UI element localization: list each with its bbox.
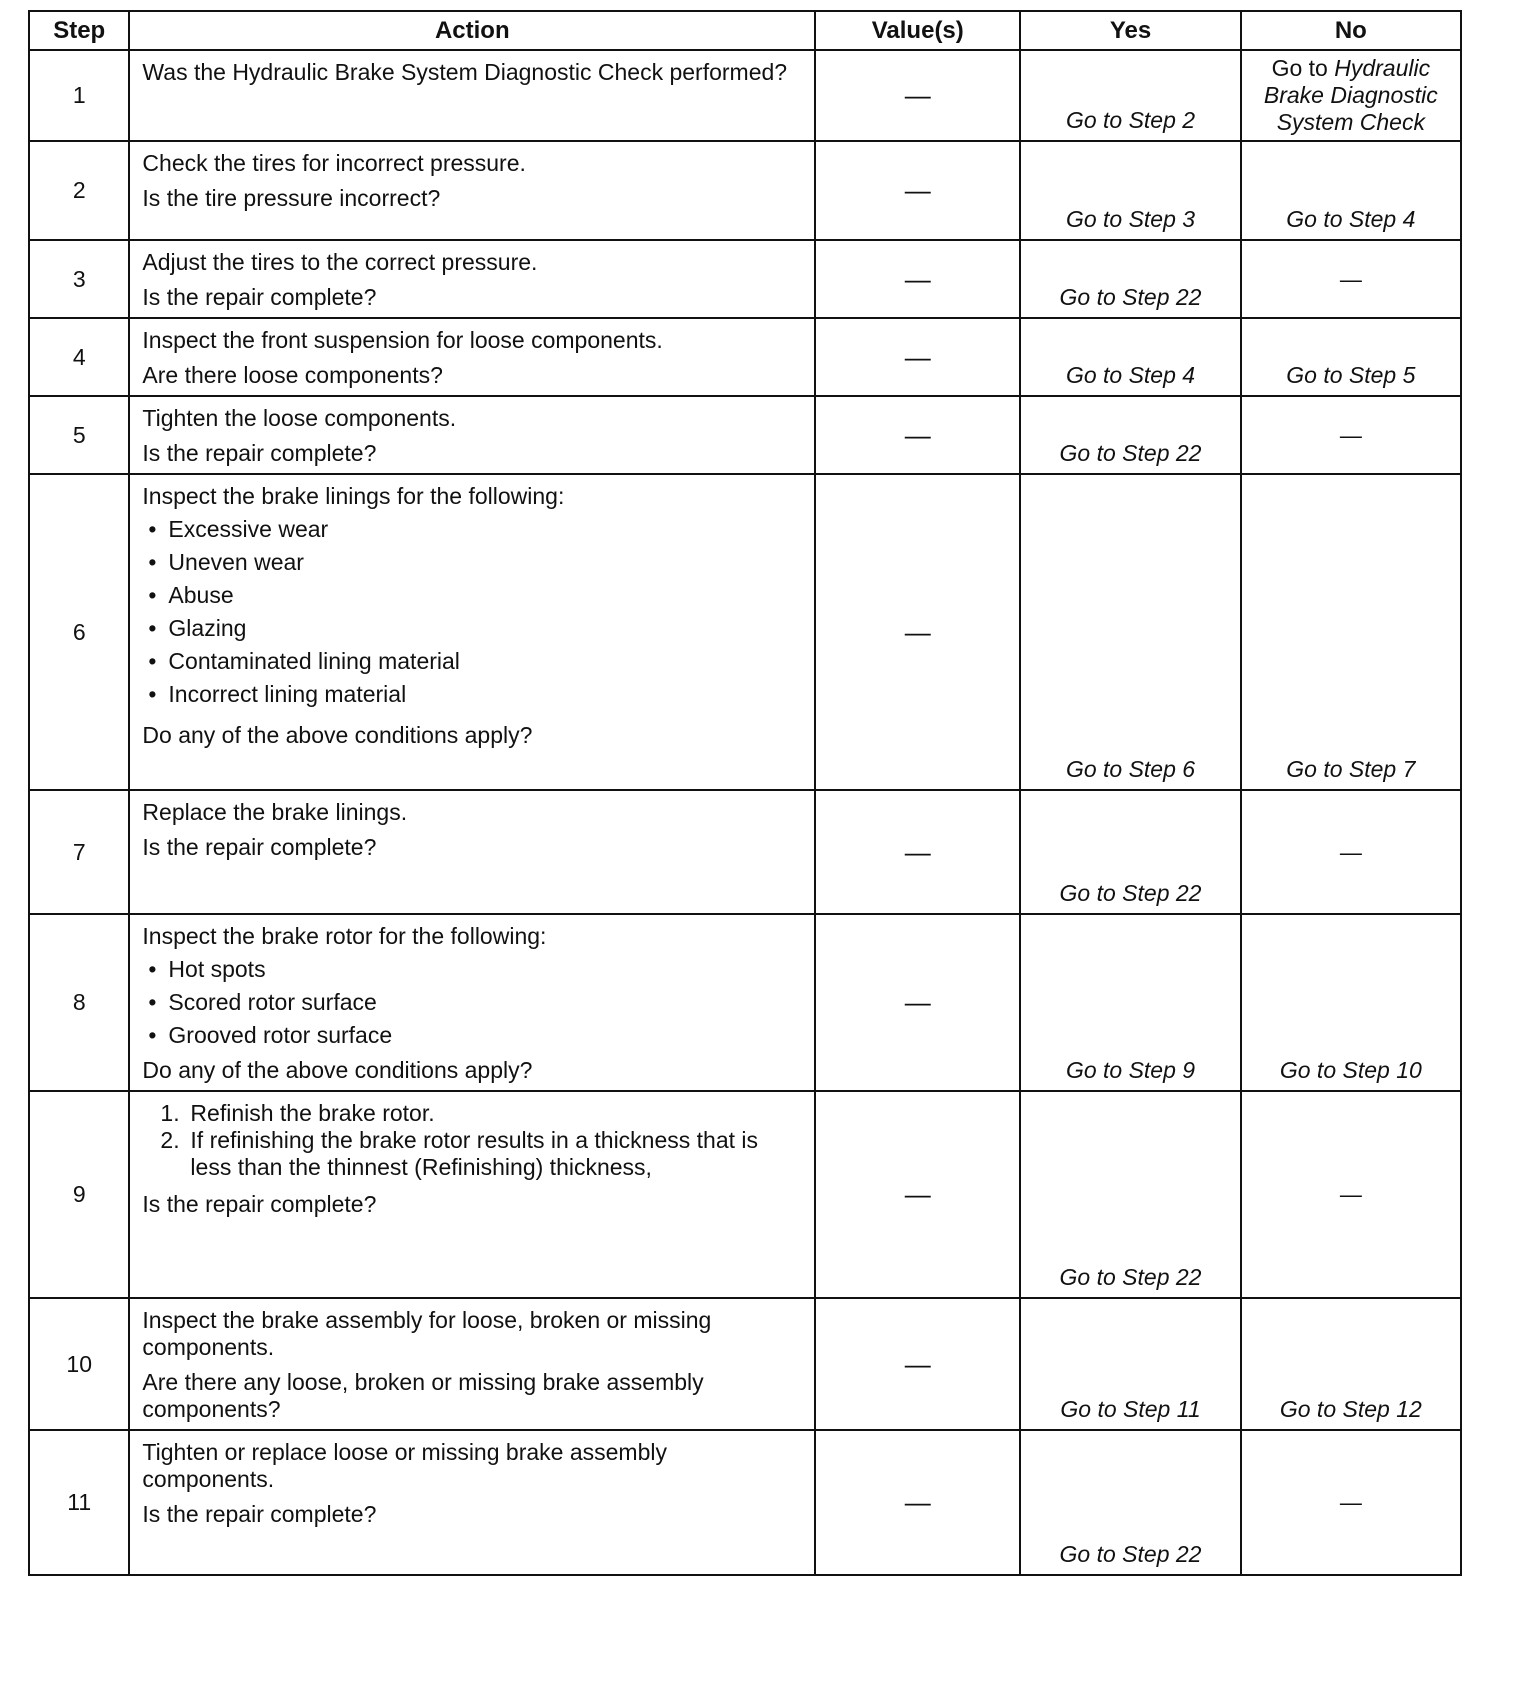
- step-number: 4: [29, 318, 129, 396]
- table-row: [29, 1091, 1461, 1298]
- value-cell: —: [815, 1091, 1020, 1298]
- no-prefix: Go to: [1271, 55, 1335, 81]
- action-text: Tighten or replace loose or missing brake assembly components.: [142, 1439, 667, 1492]
- table-row: [29, 474, 1461, 790]
- numbered-item: 2. If refinishing the brake rotor results in a thickness that is less than the thinnest (Refinishing) thickness,: [160, 1127, 759, 1180]
- yes-cell: Go to Step 22: [1020, 396, 1240, 474]
- yes-cell: Go to Step 2: [1020, 50, 1240, 141]
- value-cell: —: [815, 790, 1020, 914]
- value-cell: —: [815, 396, 1020, 474]
- no-cell: —: [1241, 790, 1461, 914]
- action-text: Tighten the loose components.: [142, 405, 457, 431]
- item-number: 1.: [160, 1100, 180, 1126]
- step-number: 11: [29, 1430, 129, 1575]
- action-question: Is the repair complete?: [142, 284, 377, 310]
- action-text: Was the Hydraulic Brake System Diagnostic Check performed?: [142, 59, 788, 85]
- action-cell: [129, 240, 815, 318]
- action-cell: [129, 474, 815, 790]
- bullet-item: • Uneven wear: [142, 549, 804, 576]
- header-values: Value(s): [815, 11, 1020, 50]
- yes-cell: Go to Step 4: [1020, 318, 1240, 396]
- table-row: [29, 318, 1461, 396]
- action-text: Check the tires for incorrect pressure.: [142, 150, 526, 176]
- action-text: Inspect the front suspension for loose components.: [142, 327, 663, 353]
- action-cell: [129, 790, 815, 914]
- step-number: 8: [29, 914, 129, 1091]
- action-question: Are there any loose, broken or missing brake assembly components?: [142, 1369, 704, 1422]
- numbered-item: 1. Refinish the brake rotor.: [160, 1100, 435, 1126]
- value-cell: —: [815, 914, 1020, 1091]
- item-number: 2.: [160, 1127, 180, 1153]
- no-cell: Go to Step 4: [1241, 141, 1461, 240]
- action-cell: [129, 1091, 815, 1298]
- header-action: Action: [129, 11, 815, 50]
- action-text: Replace the brake linings.: [142, 799, 408, 825]
- table-row: [29, 1430, 1461, 1575]
- action-question: Are there loose components?: [142, 362, 443, 388]
- action-cell: [129, 141, 815, 240]
- bullet-item: • Scored rotor surface: [142, 989, 804, 1016]
- diagnostic-table: [28, 10, 1462, 1576]
- value-cell: —: [815, 474, 1020, 790]
- yes-cell: Go to Step 22: [1020, 790, 1240, 914]
- value-cell: —: [815, 141, 1020, 240]
- no-link: Hydraulic Brake Diagnostic System Check: [1263, 55, 1438, 135]
- header-row: [29, 11, 1461, 50]
- value-cell: —: [815, 240, 1020, 318]
- action-question: Is the repair complete?: [142, 1191, 377, 1217]
- table-row: [29, 790, 1461, 914]
- header-yes: Yes: [1020, 11, 1240, 50]
- action-cell: [129, 914, 815, 1091]
- action-question: Is the tire pressure incorrect?: [142, 185, 441, 211]
- action-cell: [129, 396, 815, 474]
- yes-cell: Go to Step 22: [1020, 1430, 1240, 1575]
- bullet-item: • Grooved rotor surface: [142, 1022, 804, 1049]
- no-cell: —: [1241, 396, 1461, 474]
- action-text: Adjust the tires to the correct pressure.: [142, 249, 538, 275]
- yes-cell: Go to Step 22: [1020, 240, 1240, 318]
- action-cell: [129, 1430, 815, 1575]
- yes-cell: Go to Step 3: [1020, 141, 1240, 240]
- table-row: [29, 50, 1461, 141]
- action-question: Is the repair complete?: [142, 1501, 377, 1527]
- action-text: Inspect the brake linings for the following:: [142, 483, 565, 509]
- action-text: Inspect the brake assembly for loose, broken or missing components.: [142, 1307, 712, 1360]
- value-cell: —: [815, 1298, 1020, 1430]
- action-cell: [129, 318, 815, 396]
- table-row: [29, 1298, 1461, 1430]
- step-number: 5: [29, 396, 129, 474]
- no-cell: —: [1241, 240, 1461, 318]
- header-no: No: [1241, 11, 1461, 50]
- action-text: Inspect the brake rotor for the following:: [142, 923, 547, 949]
- yes-cell: Go to Step 9: [1020, 914, 1240, 1091]
- bullet-item: • Glazing: [142, 615, 804, 642]
- bullet-item: • Excessive wear: [142, 516, 804, 543]
- step-number: 10: [29, 1298, 129, 1430]
- no-cell: Go to Step 10: [1241, 914, 1461, 1091]
- yes-cell: Go to Step 22: [1020, 1091, 1240, 1298]
- no-cell: Go to Step 12: [1241, 1298, 1461, 1430]
- yes-cell: Go to Step 11: [1020, 1298, 1240, 1430]
- action-cell: [129, 1298, 815, 1430]
- action-question: Do any of the above conditions apply?: [142, 722, 533, 748]
- bullet-item: • Contaminated lining material: [142, 648, 804, 675]
- no-cell: Go to Step 5: [1241, 318, 1461, 396]
- bullet-item: • Abuse: [142, 582, 804, 609]
- no-cell: —: [1241, 1091, 1461, 1298]
- step-number: 9: [29, 1091, 129, 1298]
- table-row: [29, 914, 1461, 1091]
- step-number: 7: [29, 790, 129, 914]
- step-number: 3: [29, 240, 129, 318]
- value-cell: —: [815, 1430, 1020, 1575]
- step-number: 2: [29, 141, 129, 240]
- step-number: 6: [29, 474, 129, 790]
- table-row: [29, 240, 1461, 318]
- step-number: 1: [29, 50, 129, 141]
- table-row: [29, 141, 1461, 240]
- no-cell: [1241, 50, 1461, 141]
- bullet-item: • Incorrect lining material: [142, 681, 804, 708]
- table-row: [29, 396, 1461, 474]
- value-cell: —: [815, 318, 1020, 396]
- yes-cell: Go to Step 6: [1020, 474, 1240, 790]
- action-cell: [129, 50, 815, 141]
- action-question: Do any of the above conditions apply?: [142, 1057, 533, 1083]
- action-question: Is the repair complete?: [142, 834, 377, 860]
- no-cell: —: [1241, 1430, 1461, 1575]
- action-question: Is the repair complete?: [142, 440, 377, 466]
- header-step: Step: [29, 11, 129, 50]
- no-cell: Go to Step 7: [1241, 474, 1461, 790]
- bullet-item: • Hot spots: [142, 956, 804, 983]
- value-cell: —: [815, 50, 1020, 141]
